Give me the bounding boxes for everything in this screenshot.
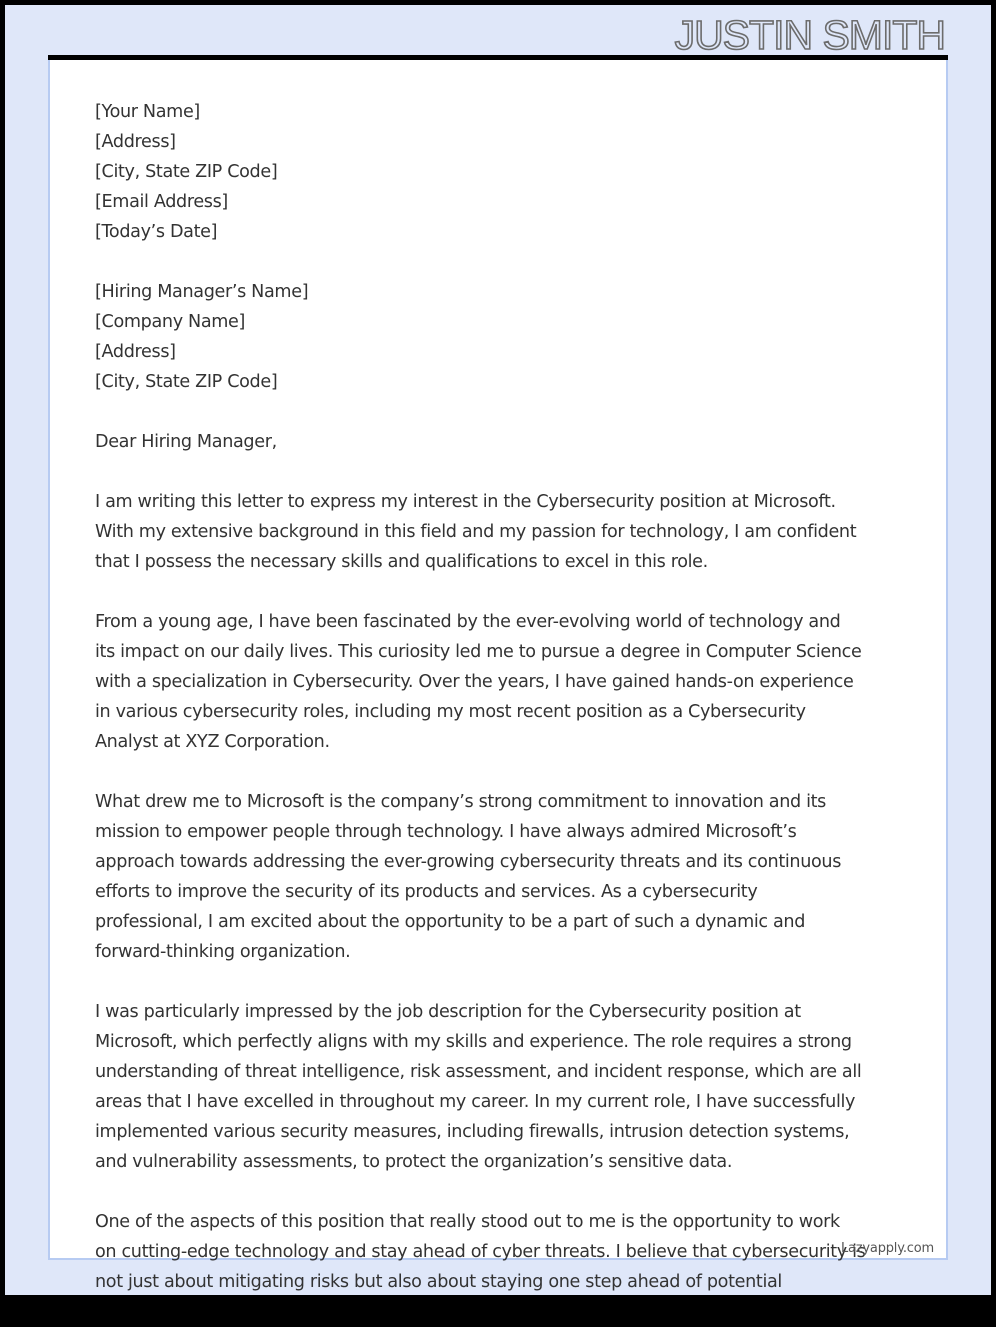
paragraph-line: forward-thinking organization. <box>95 942 351 962</box>
paragraph-line: Microsoft, which perfectly aligns with my skills and experience. The role requires a strong <box>95 1032 852 1052</box>
recipient-name: [Hiring Manager’s Name] <box>95 282 309 302</box>
paragraph-line: Analyst at XYZ Corporation. <box>95 732 330 752</box>
paragraph-line: professional, I am excited about the opportunity to be a part of such a dynamic and <box>95 912 806 932</box>
sender-address-block <box>95 97 905 247</box>
sender-name: [Your Name] <box>95 102 200 122</box>
paragraph-line: With my extensive background in this field and my passion for technology, I am confident <box>95 522 857 542</box>
paragraph-line: with a specialization in Cybersecurity. Over the years, I have gained hands-on experience <box>95 672 854 692</box>
sender-city-state-zip: [City, State ZIP Code] <box>95 162 278 182</box>
paragraph-line: on cutting-edge technology and stay ahead of cyber threats. I believe that cybersecurity is <box>95 1242 866 1262</box>
paragraph-line: From a young age, I have been fascinated by the ever-evolving world of technology and <box>95 612 841 632</box>
paragraph-line: areas that I have excelled in throughout my career. In my current role, I have successfully <box>95 1092 856 1112</box>
sender-email: [Email Address] <box>95 192 228 212</box>
paragraph-line: efforts to improve the security of its products and services. As a cybersecurity <box>95 882 758 902</box>
cover-letter-body <box>95 97 905 1327</box>
paragraph-line: implemented various security measures, including firewalls, intrusion detection systems, <box>95 1122 850 1142</box>
paragraph-line: What drew me to Microsoft is the company’s strong commitment to innovation and its <box>95 792 826 812</box>
letter-date: [Today’s Date] <box>95 222 218 242</box>
recipient-address-block <box>95 277 905 397</box>
paragraph-line: understanding of threat intelligence, risk assessment, and incident response, which are all <box>95 1062 862 1082</box>
paragraph-line: approach towards addressing the ever-growing cybersecurity threats and its continuous <box>95 852 842 872</box>
paragraph-intro <box>95 487 905 577</box>
paragraph-line: mission to empower people through technology. I have always admired Microsoft’s <box>95 822 797 842</box>
recipient-company: [Company Name] <box>95 312 246 332</box>
paragraph-line: in various cybersecurity roles, including my most recent position as a Cybersecurity <box>95 702 806 722</box>
paragraph-job-fit <box>95 997 905 1177</box>
paragraph-company-interest <box>95 787 905 967</box>
header-name: JUSTIN SMITH <box>674 12 945 58</box>
paragraph-standout-aspects <box>95 1207 905 1297</box>
greeting <box>95 427 905 457</box>
paragraph-line: One of the aspects of this position that really stood out to me is the opportunity to work <box>95 1212 840 1232</box>
paragraph-line: I was particularly impressed by the job description for the Cybersecurity position at <box>95 1002 801 1022</box>
watermark: Lazyapply.com <box>841 1241 934 1256</box>
paragraph-line: that I possess the necessary skills and qualifications to excel in this role. <box>95 552 708 572</box>
paragraph-line: I am writing this letter to express my interest in the Cybersecurity position at Microsoft. <box>95 492 836 512</box>
paragraph-line: not just about mitigating risks but also about staying one step ahead of potential <box>95 1272 782 1292</box>
paragraph-line: its impact on our daily lives. This curiosity led me to pursue a degree in Computer Science <box>95 642 862 662</box>
paragraph-background <box>95 607 905 757</box>
paragraph-line: and vulnerability assessments, to protect the organization’s sensitive data. <box>95 1152 733 1172</box>
greeting-text: Dear Hiring Manager, <box>95 432 277 452</box>
sender-address: [Address] <box>95 132 176 152</box>
recipient-city-state-zip: [City, State ZIP Code] <box>95 372 278 392</box>
recipient-address: [Address] <box>95 342 176 362</box>
